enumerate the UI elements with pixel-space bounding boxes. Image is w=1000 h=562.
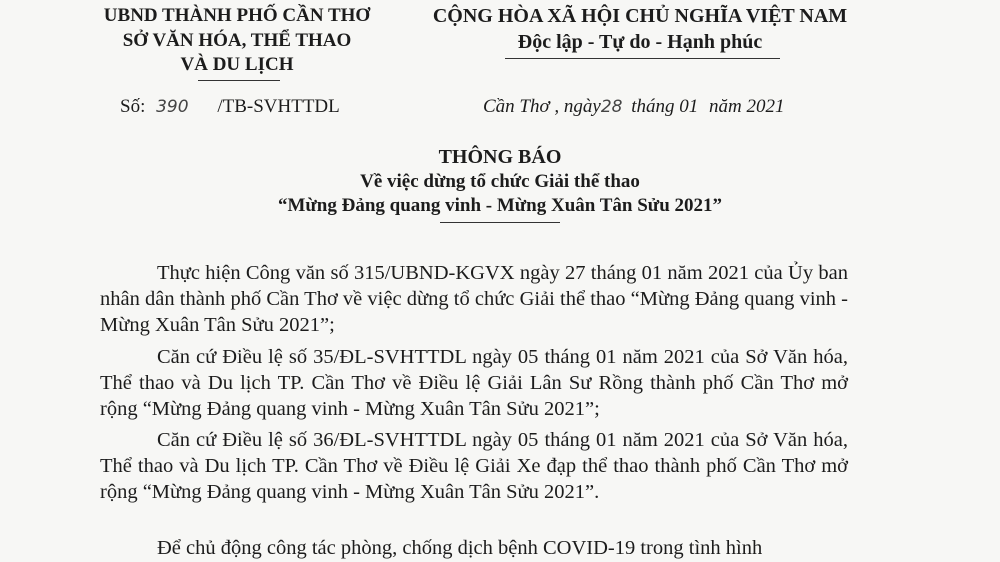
document-number [120,96,340,118]
title-underline [440,222,560,223]
date-day-label: ngày [563,96,601,117]
body-paragraph-2: Căn cứ Điều lệ số 35/ĐL-SVHTTDL ngày 05 tháng 01 năm 2021 của Sở Văn hóa, Thể thao và Du lịch TP. Cần Thơ về Điều lệ Giải Lân Sư Rồng thành phố Cần Thơ mở rộng “Mừng Đảng quang vinh - Mừng Xuân Tân Sửu 2021”; [100,346,848,420]
number-suffix: /TB-SVHTTDL [217,96,340,117]
agency-underline [198,80,280,81]
date-month: tháng 01 [631,96,699,117]
agency-name-cont: VÀ DU LỊCH [180,54,294,75]
document-title: THÔNG BÁO [438,146,562,168]
date-day-handwritten: 28 [600,97,623,117]
body-paragraph-3: Căn cứ Điều lệ số 36/ĐL-SVHTTDL ngày 05 tháng 01 năm 2021 của Sở Văn hóa, Thể thao và Du lịch TP. Cần Thơ về Điều lệ Giải Xe đạp thể thao thành phố Cần Thơ mở rộng “Mừng Đảng quang vinh - Mừng Xuân Tân Sửu 2021”. [100,429,848,503]
number-label: Số: [120,96,146,117]
motto-underline [505,58,780,59]
agency-name: SỞ VĂN HÓA, THỂ THAO [122,30,352,51]
document-subject: Về việc dừng tổ chức Giải thể thao [360,171,640,192]
national-title: CỘNG HÒA XÃ HỘI CHỦ NGHĨA VIỆT NAM [432,5,848,27]
number-handwritten: 390 [156,97,189,117]
body-paragraph-4: Để chủ động công tác phòng, chống dịch bệnh COVID-19 trong tình hình [157,537,763,559]
national-motto: Độc lập - Tự do - Hạnh phúc [517,31,763,53]
date-place: Cần Thơ , [483,96,560,117]
document-subject-event: “Mừng Đảng quang vinh - Mừng Xuân Tân Sửu 2021” [277,195,723,216]
document-date [483,96,784,118]
date-year: năm 2021 [709,96,785,117]
body-paragraph-1: Thực hiện Công văn số 315/UBND-KGVX ngày 27 tháng 01 năm 2021 của Ủy ban nhân dân thành phố Cần Thơ về việc dừng tổ chức Giải thể thao “Mừng Đảng quang vinh - Mừng Xuân Tân Sửu 2021”; [100,262,848,336]
agency-parent: UBND THÀNH PHỐ CẦN THƠ [103,5,371,26]
